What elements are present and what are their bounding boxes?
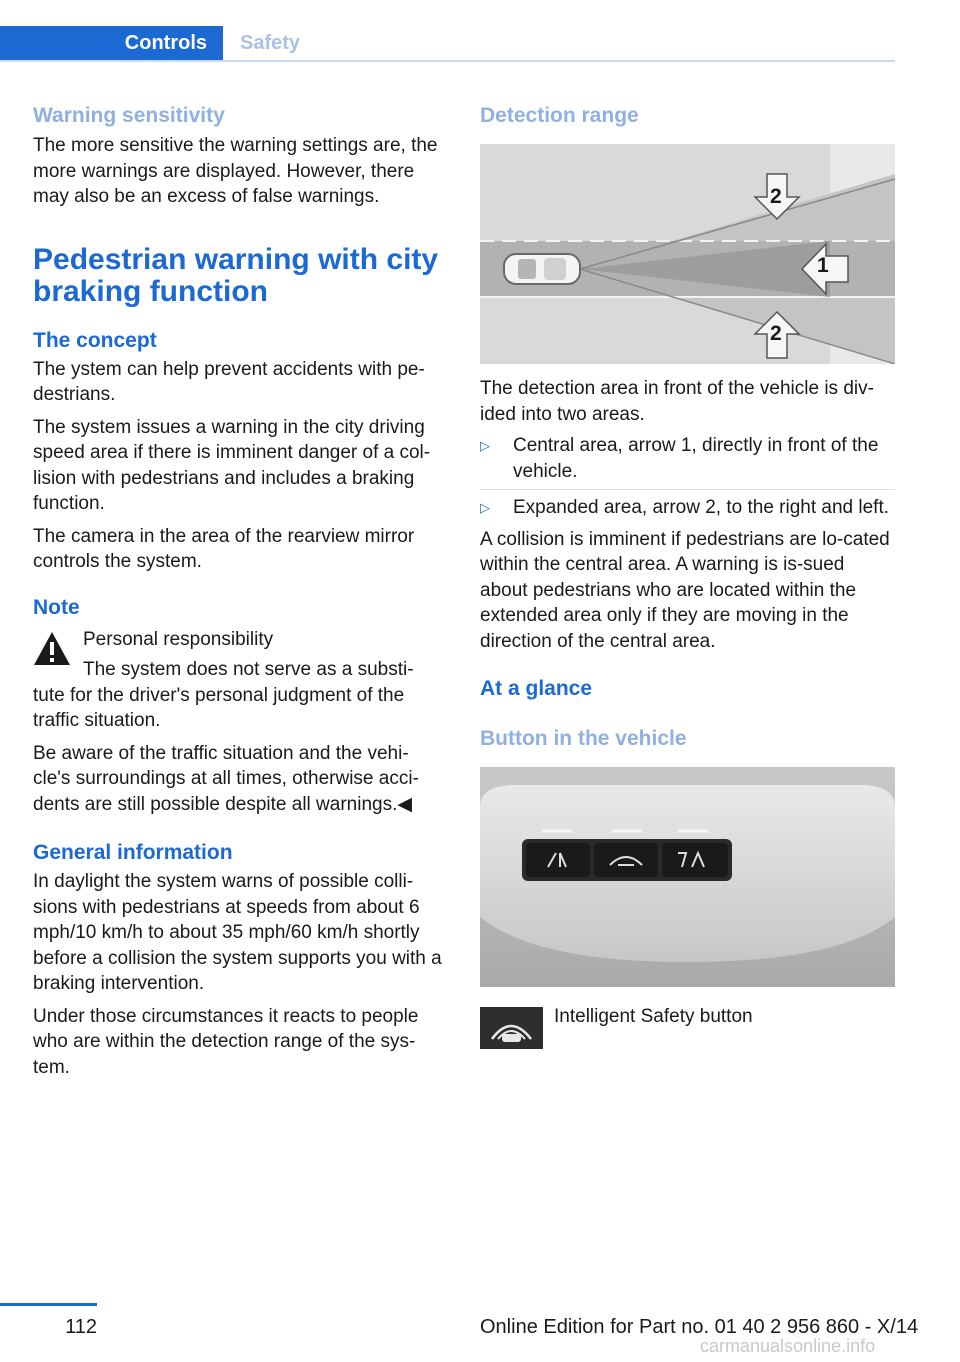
heading-button-in-vehicle: Button in the vehicle <box>480 727 687 750</box>
detection-paragraph-1: The detection area in front of the vehicle is div‐ided into two areas. <box>480 378 874 425</box>
bullet-text: Central area, arrow 1, directly in front of the vehicle. <box>513 435 879 482</box>
button-photo <box>480 767 895 987</box>
tab-controls[interactable]: Controls <box>0 26 223 60</box>
triangle-right-icon: ▷ <box>480 438 490 453</box>
note-title: Personal responsibility <box>83 628 274 650</box>
triangle-right-icon: ▷ <box>480 500 490 515</box>
note-block <box>33 627 443 683</box>
figure-label-2-bottom: 2 <box>770 322 782 345</box>
figure-label-2-top: 2 <box>770 185 782 208</box>
detection-paragraph-2: A collision is imminent if pedestrians are lo‐cated within the central area. A warning is is‐sued about pedestrians who are located within the extended area only if they are moving in the direction of the central area. <box>480 528 890 652</box>
button-caption: Intelligent Safety button <box>554 1006 753 1027</box>
detection-range-figure <box>480 144 895 364</box>
caption-row <box>480 1007 895 1049</box>
bullet-divider <box>480 489 895 490</box>
section-title: Pedestrian warning with city braking function <box>33 242 439 308</box>
warning-triangle-icon <box>33 630 71 668</box>
general-paragraph-2: Under those circumstances it reacts to people who are within the detection range of the sys‐tem. <box>33 1005 419 1078</box>
bullet-expanded-area <box>480 495 895 521</box>
online-edition: Online Edition for Part no. 01 40 2 956 860 - X/14 <box>480 1316 919 1338</box>
bullet-central-area <box>480 433 895 484</box>
note-line-1: The system does not serve as a substi‐ <box>83 659 414 680</box>
heading-at-a-glance: At a glance <box>480 677 593 700</box>
heading-detection-range: Detection range <box>480 104 639 127</box>
watermark: carmanualsonline.info <box>700 1336 876 1356</box>
page-number: 112 <box>65 1316 97 1338</box>
heading-general-information: General information <box>33 841 233 864</box>
car-icon <box>504 254 580 284</box>
figure-label-1: 1 <box>817 254 829 277</box>
note-paragraph-2: Be aware of the traffic situation and the vehi‐cle's surroundings at all times, otherwise acci‐dents are still possible despite all warnings.◀ <box>33 742 419 815</box>
heading-concept: The concept <box>33 328 157 352</box>
page-header <box>0 0 960 62</box>
detection-range-diagram <box>480 144 895 364</box>
intelligent-safety-icon <box>480 1007 543 1049</box>
vehicle-button-panel <box>480 767 895 987</box>
heading-note: Note <box>33 595 80 619</box>
warning-sensitivity-text: The more sensitive the warning settings are, the more warnings are displayed. However, there may also be an excess of false warnings. <box>33 135 438 207</box>
bullet-text: Expanded area, arrow 2, to the right and left. <box>513 497 890 518</box>
header-divider <box>0 60 895 62</box>
general-paragraph-1: In daylight the system warns of possible colli‐sions with pedestrians at speeds from about 6 mph/10 km/h to about 35 mph/60 km/h shortly before a collision the system supports you with a braking intervention. <box>33 871 442 994</box>
concept-paragraph-1: The ystem can help prevent accidents with pe‐destrians. <box>33 358 425 405</box>
left-column <box>33 100 443 1080</box>
note-text-rest: tute for the driver's personal judgment of the traffic situation. <box>33 684 405 731</box>
tab-safety[interactable]: Safety <box>240 31 301 54</box>
footer-divider <box>0 1303 97 1306</box>
heading-warning-sensitivity: Warning sensitivity <box>33 104 225 127</box>
right-column <box>480 100 895 1049</box>
concept-paragraph-3: The camera in the area of the rearview mirror controls the system. <box>33 525 415 572</box>
concept-paragraph-2: The system issues a warning in the city driving speed area if there is imminent danger of a col‐lision with pedestrians and includes a braking function. <box>33 416 431 514</box>
